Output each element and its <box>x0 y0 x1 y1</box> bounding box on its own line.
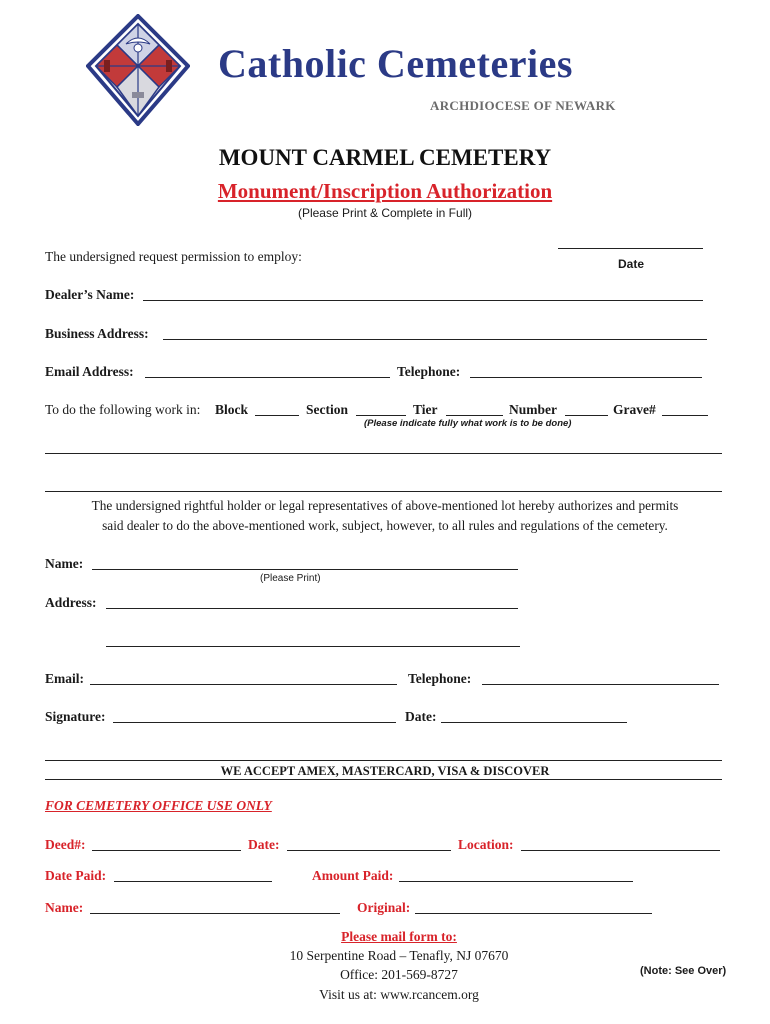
dealer-telephone-field[interactable] <box>470 377 702 378</box>
section-label: Section <box>306 402 348 417</box>
cemetery-name: MOUNT CARMEL CEMETERY <box>218 145 552 170</box>
dealer-name-label: Dealer’s Name: <box>45 287 135 302</box>
date-field[interactable] <box>558 248 703 249</box>
brand-subtitle: ARCHDIOCESE OF NEWARK <box>430 98 616 113</box>
authorization-statement-line-1: The undersigned rightful holder or legal representatives of above-mentioned lot hereby authorizes and permits <box>91 498 679 513</box>
office-phone: Office: 201-569-8727 <box>340 967 458 982</box>
signature-date-label: Date: <box>405 709 437 724</box>
form-instruction: (Please Print & Complete in Full) <box>297 206 473 220</box>
request-intro: The undersigned request permission to employ: <box>45 249 302 264</box>
owner-name-field[interactable] <box>92 569 518 570</box>
tier-label: Tier <box>413 402 438 417</box>
office-name-field[interactable] <box>90 913 340 914</box>
dealer-telephone-label: Telephone: <box>397 364 461 379</box>
date-paid-label: Date Paid: <box>45 868 107 883</box>
signature-field[interactable] <box>113 722 396 723</box>
brand-name: Catholic Cemeteries <box>218 41 573 86</box>
accepted-cards: WE ACCEPT AMEX, MASTERCARD, VISA & DISCOVER <box>220 764 550 778</box>
owner-email-field[interactable] <box>90 684 397 685</box>
grave-label: Grave# <box>613 402 656 417</box>
deed-label: Deed#: <box>45 837 86 852</box>
owner-address-field-2[interactable] <box>106 646 520 647</box>
signature-label: Signature: <box>45 709 106 724</box>
amount-paid-label: Amount Paid: <box>312 868 394 883</box>
office-use-heading: FOR CEMETERY OFFICE USE ONLY <box>45 798 272 813</box>
work-note: (Please indicate fully what work is to be done) <box>364 418 572 429</box>
office-name-label: Name: <box>45 900 84 915</box>
payment-top-rule <box>45 760 722 761</box>
authorization-statement-line-2: said dealer to do the above-mentioned work, subject, however, to all rules and regulations of the cemetery. <box>102 518 668 533</box>
block-label: Block <box>215 402 249 417</box>
owner-telephone-field[interactable] <box>482 684 719 685</box>
work-description-line-2[interactable] <box>45 491 722 492</box>
business-address-label: Business Address: <box>45 326 149 341</box>
dealer-email-field[interactable] <box>145 377 390 378</box>
owner-name-label: Name: <box>45 556 84 571</box>
original-field[interactable] <box>415 913 652 914</box>
please-print-note: (Please Print) <box>260 573 321 584</box>
section-field[interactable] <box>356 415 406 416</box>
date-paid-field[interactable] <box>114 881 272 882</box>
original-label: Original: <box>357 900 411 915</box>
amount-paid-field[interactable] <box>399 881 633 882</box>
date-label: Date <box>618 257 645 271</box>
mail-address: 10 Serpentine Road – Tenafly, NJ 07670 <box>289 948 509 963</box>
deed-field[interactable] <box>92 850 241 851</box>
owner-telephone-label: Telephone: <box>408 671 472 686</box>
owner-address-label: Address: <box>45 595 97 610</box>
signature-date-field[interactable] <box>441 722 627 723</box>
dealer-email-label: Email Address: <box>45 364 134 379</box>
owner-email-label: Email: <box>45 671 84 686</box>
see-over-note: (Note: See Over) <box>640 965 727 977</box>
owner-address-field-1[interactable] <box>106 608 518 609</box>
payment-bottom-rule <box>45 779 722 780</box>
office-date-label: Date: <box>248 837 280 852</box>
office-date-field[interactable] <box>287 850 451 851</box>
number-field[interactable] <box>565 415 608 416</box>
dealer-name-field[interactable] <box>143 300 703 301</box>
business-address-field[interactable] <box>163 339 707 340</box>
grave-field[interactable] <box>662 415 708 416</box>
location-field[interactable] <box>521 850 720 851</box>
number-label: Number <box>509 402 557 417</box>
form-title: Monument/Inscription Authorization <box>217 179 553 203</box>
stained-glass-logo-icon <box>86 14 190 126</box>
location-label: Location: <box>458 837 514 852</box>
block-field[interactable] <box>255 415 299 416</box>
work-description-line-1[interactable] <box>45 453 722 454</box>
tier-field[interactable] <box>446 415 503 416</box>
work-intro: To do the following work in: <box>45 402 201 417</box>
mail-heading: Please mail form to: <box>341 929 457 944</box>
website: Visit us at: www.rcancem.org <box>319 987 479 1002</box>
